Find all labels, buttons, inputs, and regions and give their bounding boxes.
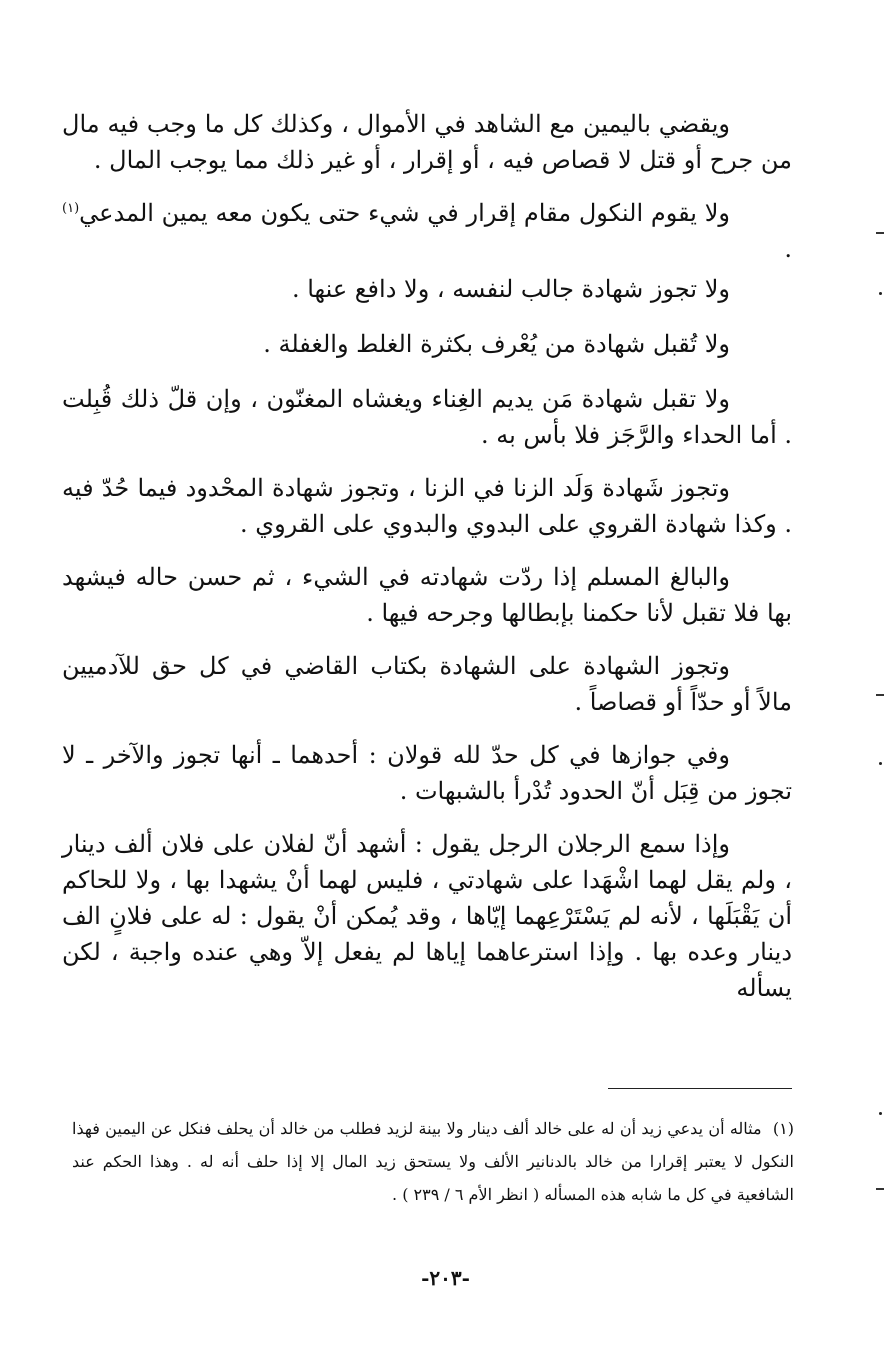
paragraph-4: ولا تُقبل شهادة من يُعْرف بكثرة الغلط والغفلة . bbox=[263, 330, 730, 358]
footnote-divider bbox=[608, 1088, 792, 1089]
margin-mark bbox=[876, 232, 884, 234]
paragraph-3: ولا تجوز شهادة جالب لنفسه ، ولا دافع عنها . bbox=[291, 275, 730, 303]
paragraph-2 bbox=[62, 195, 792, 267]
paragraph-7: والبالغ المسلم إذا ردّت شهادته في الشيء ، ثم حسن حاله فيشهد بها فلا تقبل لأنا حكمنا بإبطالها وجرحه فيها . bbox=[62, 563, 792, 627]
margin-dot bbox=[879, 292, 882, 295]
paragraph-5: ولا تقبل شهادة مَن يديم الغِناء ويغشاه المغنّون ، وإن قلّ ذلك قُبِلت . أما الحداء والرَّجَز فلا بأس به . bbox=[62, 385, 792, 449]
margin-mark bbox=[876, 694, 884, 696]
paragraph-10: وإذا سمع الرجلان الرجل يقول : أشهد أنّ لفلان على فلان ألف دينار ، ولم يقل لهما اشْهَدا على شهادتي ، فليس لهما أنْ يشهدا بها ، ولا للحاكم أن يَقْبَلَها ، لأنه لم يَسْتَرْعِهما إيّاها ، وقد يُمكن أنْ يقول : له على فلانٍ الف دينار وعده بها . وإذا استرعاهما إياها لم يفعل إلاّ وهي عنده واجبة ، لكن يسأله bbox=[62, 830, 793, 1002]
main-text bbox=[62, 106, 792, 1023]
paragraph-9: وفي جوازها في كل حدّ لله قولان : أحدهما ـ أنها تجوز والآخر ـ لا تجوز من قِبَل أنّ الحدود تُدْرأ بالشبهات . bbox=[62, 741, 792, 805]
footnote-text: مثاله أن يدعي زيد أن له على خالد ألف دينار ولا بينة لزيد فطلب من خالد أن يحلف فنكل عن اليمين فهذا النكول لا يعتبر إقرارا من خالد بالدنانير الألف ولا يستحق زيد المال إلا إذا حلف أنه له . وهذا الحكم عند الشافعية في كل ما شابه هذه المسأله ( انظر الأم ٦ / ٢٣٩ ) . bbox=[72, 1119, 794, 1204]
paragraph-2-suffix: . bbox=[784, 235, 792, 263]
paragraph-2-text: ولا يقوم النكول مقام إقرار في شيء حتى يكون معه يمين المدعي bbox=[79, 199, 730, 227]
margin-mark bbox=[876, 1188, 884, 1190]
paragraph-1: ويقضي باليمين مع الشاهد في الأموال ، وكذلك كل ما وجب فيه مال من جرح أو قتل لا قصاص فيه ، أو إقرار ، أو غير ذلك مما يوجب المال . bbox=[62, 110, 792, 174]
paragraph-6: وتجوز شَهادة وَلَد الزنا في الزنا ، وتجوز شهادة المحْدود فيما حُدّ فيه . وكذا شهادة القروي على البدوي والبدوي على القروي . bbox=[62, 474, 792, 538]
footnote-number: (١) bbox=[772, 1119, 794, 1138]
footnote bbox=[72, 1112, 794, 1211]
margin-dot bbox=[879, 762, 882, 765]
page-number: -٢٠٣- bbox=[421, 1266, 470, 1290]
footnote-reference[interactable]: (١) bbox=[62, 201, 80, 216]
paragraph-8: وتجوز الشهادة على الشهادة بكتاب القاضي في كل حق للآدميين مالاً أو حدّاً أو قصاصاً . bbox=[62, 652, 792, 716]
margin-dot bbox=[879, 1112, 882, 1115]
